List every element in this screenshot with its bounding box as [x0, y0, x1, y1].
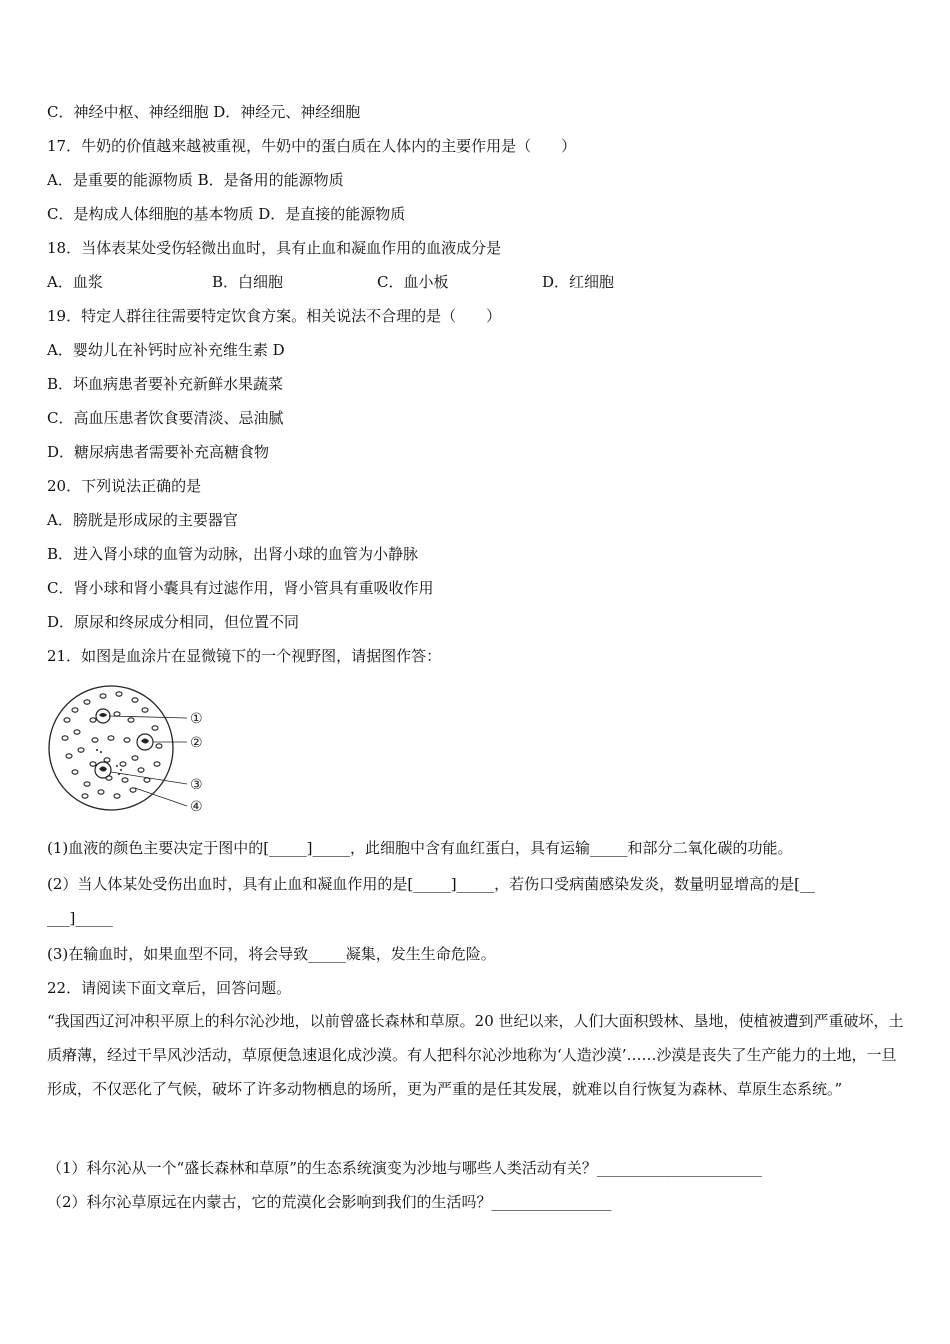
question-21: 21．如图是血涂片在显微镜下的一个视野图，请据图作答：	[47, 647, 442, 665]
q20-option-c: C．肾小球和肾小囊具有过滤作用，肾小管具有重吸收作用	[47, 579, 434, 597]
question-20: 20．下列说法正确的是	[47, 477, 202, 495]
figure-label-3: ③	[190, 777, 203, 793]
q19-option-b: B．坏血病患者要补充新鲜水果蔬菜	[47, 375, 284, 393]
question-18: 18．当体表某处受伤轻微出血时，具有止血和凝血作用的血液成分是	[47, 239, 502, 257]
q16-options-cd: C．神经中枢、神经细胞 D．神经元、神经细胞	[47, 103, 361, 121]
blood-smear-figure	[47, 680, 217, 820]
q18-option-c: C．血小板	[377, 273, 449, 291]
question-19: 19．特定人群往往需要特定饮食方案。相关说法不合理的是（ ）	[47, 307, 502, 325]
q21-part-3: (3)在输血时，如果血型不同，将会导致_____凝集，发生生命危险。	[47, 945, 496, 963]
question-17: 17．牛奶的价值越来越被重视，牛奶中的蛋白质在人体内的主要作用是（ ）	[47, 137, 577, 155]
q22-part-2: （2）科尔沁草原远在内蒙古，它的荒漠化会影响到我们的生活吗？________________	[47, 1193, 612, 1211]
q21-part-2a: (2）当人体某处受伤出血时，具有止血和凝血作用的是[_____]_____，若伤口受病菌感染发炎，数量明显增高的是[__	[47, 875, 815, 893]
q20-option-b: B．进入肾小球的血管为动脉，出肾小球的血管为小静脉	[47, 545, 419, 563]
q21-part-2b: ___]_____	[47, 909, 113, 927]
figure-label-2: ②	[190, 735, 203, 751]
q18-option-a: A．血浆	[47, 273, 103, 291]
q19-option-a: A．婴幼儿在补钙时应补充维生素 D	[47, 341, 285, 359]
q17-options-ab: A．是重要的能源物质 B．是备用的能源物质	[47, 171, 344, 189]
figure-label-1: ①	[190, 711, 203, 727]
q19-option-c: C．高血压患者饮食要清淡、忌油腻	[47, 409, 284, 427]
q20-option-d: D．原尿和终尿成分相同，但位置不同	[47, 613, 300, 631]
q19-option-d: D．糖尿病患者需要补充高糖食物	[47, 443, 270, 461]
q18-options	[47, 272, 910, 292]
figure-label-4: ④	[190, 799, 203, 815]
q20-option-a: A．膀胱是形成尿的主要器官	[47, 511, 238, 529]
q22-part-1: （1）科尔沁从一个“盛长森林和草原”的生态系统演变为沙地与哪些人类活动有关？______________________	[47, 1159, 762, 1177]
question-22: 22．请阅读下面文章后，回答问题。	[47, 979, 292, 997]
q18-option-d: D．红细胞	[542, 273, 615, 291]
q22-passage: “我国西辽河冲积平原上的科尔沁沙地，以前曾盛长森林和草原。20 世纪以来，人们大面积毁林、垦地，使植被遭到严重破坏，土质瘠薄，经过干旱风沙活动，草原便急速退化成沙漠。有人把科尔沁沙地称为‘人造沙漠’……沙漠是丧失了生产能力的土地，一旦形成，不仅恶化了气候，破坏了许多动物栖息的场所，更为严重的是任其发展，就难以自行恢复为森林、草原生态系统。”	[47, 1012, 904, 1098]
q18-option-b: B．白细胞	[212, 273, 284, 291]
q17-options-cd: C．是构成人体细胞的基本物质 D．是直接的能源物质	[47, 205, 406, 223]
q21-part-1: (1)血液的颜色主要决定于图中的[_____]_____，此细胞中含有血红蛋白，具有运输_____和部分二氧化碳的功能。	[47, 839, 793, 857]
